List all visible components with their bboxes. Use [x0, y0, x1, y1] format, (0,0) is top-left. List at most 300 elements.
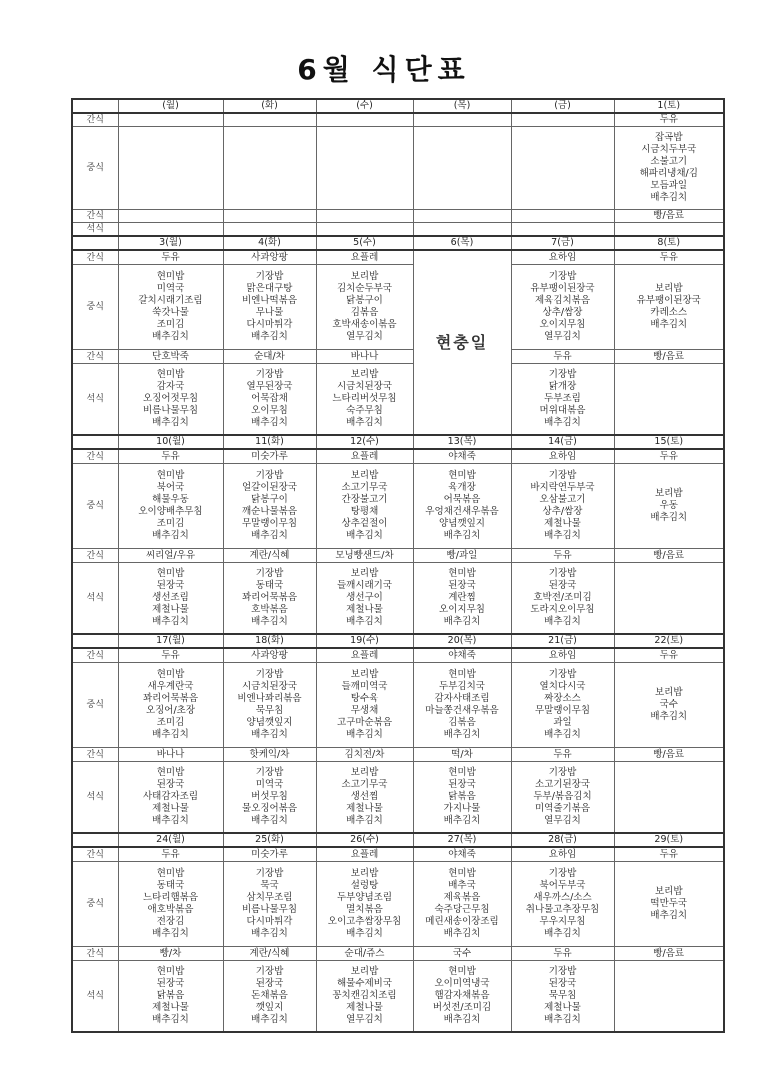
- snack-cell: 두유: [614, 113, 724, 127]
- menu-item: 배추김치: [346, 417, 383, 428]
- menu-item: 해파리냉채/김: [639, 168, 698, 179]
- menu-item: 배추김치: [346, 530, 383, 541]
- dinner-cell: [316, 563, 413, 635]
- dinner-cell: [614, 563, 724, 635]
- row-label-lunch: 중식: [72, 464, 118, 549]
- menu-item: 도라지오이무침: [530, 604, 595, 615]
- row-label-dinner: 석식: [72, 223, 118, 237]
- lunch-cell: [614, 464, 724, 549]
- snack-cell: 미숫가루: [223, 449, 316, 464]
- lunch-cell: [614, 127, 724, 210]
- menu-item: 제철나물: [346, 1002, 383, 1013]
- day-header: 8(토): [614, 236, 724, 250]
- menu-item: 묵국: [260, 880, 279, 891]
- menu-item: 배추김치: [152, 530, 189, 541]
- menu-item: 유부팽이된장국: [530, 283, 595, 294]
- dinner-cell: [511, 762, 614, 834]
- menu-item: 배추김치: [152, 928, 189, 939]
- menu-item: 기장밥: [548, 868, 577, 879]
- menu-item: 보리밥: [654, 886, 683, 897]
- menu-item: 미역국: [156, 283, 185, 294]
- menu-item: 호박새송이볶음: [332, 319, 397, 330]
- lunch-cell: [223, 464, 316, 549]
- day-header: 15(토): [614, 435, 724, 449]
- menu-item: 잡곡밥: [654, 132, 683, 143]
- menu-item: 배추김치: [152, 417, 189, 428]
- menu-item: 된장국: [255, 978, 284, 989]
- menu-item: 배추김치: [152, 729, 189, 740]
- corner-cell: [72, 99, 118, 113]
- snack-cell: 두유: [511, 549, 614, 563]
- menu-item: 배추김치: [346, 616, 383, 627]
- snack-cell: 야채죽: [413, 449, 511, 464]
- snack-cell: 두유: [614, 250, 724, 265]
- menu-item: 무나물: [255, 307, 284, 318]
- row-label-lunch: 중식: [72, 663, 118, 748]
- menu-item: 기장밥: [255, 966, 284, 977]
- menu-item: 맑은대구탕: [246, 283, 293, 294]
- lunch-cell: [316, 127, 413, 210]
- menu-item: 현미밥: [448, 568, 476, 579]
- menu-item: 닭볶음: [448, 791, 476, 802]
- menu-item: 된장국: [156, 580, 185, 591]
- menu-item: 기장밥: [548, 271, 577, 282]
- snack-cell: 요플레: [316, 449, 413, 464]
- menu-item: 배추김치: [251, 815, 288, 826]
- day-header: 1(토): [614, 99, 724, 113]
- row-label-snack: 간식: [72, 648, 118, 663]
- menu-item: 된장국: [448, 580, 476, 591]
- menu-item: 모듬과일: [650, 180, 688, 191]
- corner-cell: [72, 236, 118, 250]
- menu-item: 배추김치: [443, 1014, 481, 1025]
- row-label-snack: 간식: [72, 250, 118, 265]
- day-header: 13(목): [413, 435, 511, 449]
- menu-item: 양념깻잎지: [439, 518, 485, 529]
- menu-item: 두부/볶음김치: [533, 791, 592, 802]
- menu-item: 느타리버섯무침: [332, 393, 397, 404]
- menu-item: 간장불고기: [341, 494, 388, 505]
- menu-item: 배추김치: [544, 729, 581, 740]
- lunch-cell: [413, 464, 511, 549]
- menu-item: 배추김치: [346, 729, 383, 740]
- lunch-cell: [223, 265, 316, 350]
- menu-item: 배추김치: [251, 530, 288, 541]
- menu-item: 메린새송이장조림: [425, 916, 499, 927]
- menu-item: 김치순두부국: [336, 283, 393, 294]
- menu-item: 우동: [659, 500, 678, 511]
- menu-item: 현미밥: [448, 868, 476, 879]
- day-header: (목): [413, 99, 511, 113]
- day-header: 19(수): [316, 634, 413, 648]
- menu-item: 버섯전/조미김: [432, 1002, 492, 1013]
- snack-cell: [511, 210, 614, 223]
- menu-item: 기장밥: [548, 369, 577, 380]
- menu-item: 오이지무침: [539, 319, 586, 330]
- menu-item: 배추김치: [544, 1014, 581, 1025]
- menu-item: 기장밥: [255, 868, 284, 879]
- lunch-cell: [316, 464, 413, 549]
- menu-item: 열무김치: [346, 1014, 383, 1025]
- snack-cell: 빵/음료: [614, 350, 724, 364]
- menu-item: 기장밥: [548, 669, 577, 680]
- snack-cell: 요플레: [316, 250, 413, 265]
- lunch-cell: [223, 663, 316, 748]
- menu-item: 취나물고추장무침: [525, 904, 600, 915]
- snack-cell: 계란/식혜: [223, 549, 316, 563]
- corner-cell: [72, 833, 118, 847]
- menu-item: 조미김: [156, 717, 185, 728]
- menu-item: 삼치무조림: [246, 892, 293, 903]
- menu-item: 무말랭이무침: [534, 705, 591, 716]
- snack-cell: 사과앙팡: [223, 250, 316, 265]
- menu-item: 현미밥: [156, 470, 185, 481]
- menu-item: 묵무침: [548, 990, 577, 1001]
- dinner-cell: [118, 762, 223, 834]
- snack-cell: 바나나: [118, 748, 223, 762]
- menu-item: 오징어젓무침: [142, 393, 199, 404]
- lunch-cell: [223, 862, 316, 947]
- snack-cell: 빵/음료: [614, 748, 724, 762]
- menu-item: 제육김치볶음: [534, 295, 591, 306]
- menu-item: 갈치시래기조림: [138, 295, 203, 306]
- lunch-cell: [511, 265, 614, 350]
- menu-item: 계란찜: [448, 592, 476, 603]
- snack-cell: [413, 210, 511, 223]
- menu-item: 들깨미역국: [341, 681, 388, 692]
- day-header: 21(금): [511, 634, 614, 648]
- snack-cell: 두유: [118, 250, 223, 265]
- menu-item: 묵무침: [255, 705, 284, 716]
- menu-item: 두부김치국: [439, 681, 485, 692]
- row-label-dinner: 석식: [72, 563, 118, 635]
- menu-item: 된장국: [156, 978, 185, 989]
- menu-item: 열무된장국: [246, 381, 293, 392]
- menu-item: 과일: [553, 717, 572, 728]
- menu-item: 기장밥: [255, 369, 284, 380]
- menu-item: 현미밥: [156, 966, 185, 977]
- row-label-dinner: 석식: [72, 364, 118, 436]
- snack-cell: [223, 210, 316, 223]
- menu-item: 미역줄기볶음: [534, 803, 591, 814]
- menu-item: 오이무침: [251, 405, 288, 416]
- dinner-cell: [316, 762, 413, 834]
- menu-item: 배추김치: [251, 417, 288, 428]
- dinner-cell: [413, 563, 511, 635]
- day-header: (금): [511, 99, 614, 113]
- dinner-cell: [223, 961, 316, 1033]
- menu-item: 생선조림: [152, 592, 189, 603]
- menu-item: 된장국: [448, 779, 476, 790]
- menu-item: 해물우동: [152, 494, 189, 505]
- snack-cell: 두유: [614, 648, 724, 663]
- menu-item: 제철나물: [152, 1002, 189, 1013]
- row-label-lunch: 중식: [72, 862, 118, 947]
- menu-item: 두부양념조림: [336, 892, 393, 903]
- snack-cell: 계란/식혜: [223, 947, 316, 961]
- menu-item: 소불고기: [650, 156, 688, 167]
- menu-item: 배추김치: [152, 331, 189, 342]
- row-label-snack: 간식: [72, 549, 118, 563]
- menu-item: 배추김치: [346, 928, 383, 939]
- menu-item: 전장김: [156, 916, 185, 927]
- row-label-snack: 간식: [72, 847, 118, 862]
- menu-item: 현미밥: [156, 271, 185, 282]
- dinner-cell: [223, 223, 316, 237]
- menu-item: 들깨시래기국: [336, 580, 393, 591]
- lunch-cell: [316, 663, 413, 748]
- menu-item: 오징어/초장: [145, 705, 196, 716]
- menu-item: 배추김치: [443, 729, 481, 740]
- menu-item: 깨순나물볶음: [241, 506, 298, 517]
- dinner-cell: [614, 223, 724, 237]
- lunch-cell: [511, 127, 614, 210]
- menu-item: 국수: [659, 699, 678, 710]
- dinner-cell: [118, 364, 223, 436]
- menu-item: 어묵잡채: [251, 393, 288, 404]
- menu-item: 상추/쌈장: [542, 506, 583, 517]
- menu-item: 보리밥: [350, 966, 379, 977]
- lunch-cell: [223, 127, 316, 210]
- menu-item: 탕수육: [350, 693, 379, 704]
- day-header: 10(월): [118, 435, 223, 449]
- menu-item: 배추김치: [152, 1014, 189, 1025]
- menu-item: 현미밥: [156, 767, 185, 778]
- menu-item: 배추김치: [544, 616, 581, 627]
- menu-item: 북어국: [156, 482, 185, 493]
- menu-item: 버섯무침: [251, 791, 288, 802]
- row-label-snack: 간식: [72, 449, 118, 464]
- menu-item: 현미밥: [448, 966, 476, 977]
- menu-item: 열무김치: [544, 331, 581, 342]
- menu-item: 비엔나꽈리볶음: [237, 693, 302, 704]
- menu-item: 짜장소스: [544, 693, 581, 704]
- menu-item: 된장국: [156, 779, 185, 790]
- snack-cell: 빵/과일: [413, 549, 511, 563]
- dinner-cell: [316, 223, 413, 237]
- dinner-cell: [511, 563, 614, 635]
- menu-item: 제철나물: [346, 604, 383, 615]
- menu-item: 새우까스/소스: [533, 892, 592, 903]
- menu-item: 배추김치: [251, 616, 288, 627]
- menu-item: 기장밥: [255, 568, 284, 579]
- lunch-cell: [511, 464, 614, 549]
- row-label-dinner: 석식: [72, 961, 118, 1033]
- row-label-snack: 간식: [72, 210, 118, 223]
- snack-cell: 순대/쥬스: [316, 947, 413, 961]
- menu-item: 현미밥: [448, 669, 476, 680]
- menu-item: 오삼불고기: [539, 494, 586, 505]
- menu-item: 북어두부국: [539, 880, 586, 891]
- menu-item: 기장밥: [255, 271, 284, 282]
- day-header: 28(금): [511, 833, 614, 847]
- menu-item: 양념깻잎지: [246, 717, 293, 728]
- menu-item: 무우지무침: [539, 916, 586, 927]
- snack-cell: 야채죽: [413, 847, 511, 862]
- menu-item: 고구마순볶음: [336, 717, 393, 728]
- menu-item: 배추김치: [346, 815, 383, 826]
- menu-item: 제철나물: [544, 518, 581, 529]
- menu-item: 오이고추쌈장무침: [327, 916, 402, 927]
- menu-item: 얼갈이된장국: [241, 482, 298, 493]
- dinner-cell: [511, 364, 614, 436]
- menu-item: 기장밥: [548, 966, 577, 977]
- menu-item: 생선찜: [350, 791, 379, 802]
- snack-cell: 떡/차: [413, 748, 511, 762]
- menu-item: 닭봉구이: [346, 295, 383, 306]
- menu-item: 우엉채건새우볶음: [425, 506, 499, 517]
- lunch-cell: [118, 265, 223, 350]
- menu-item: 상추/쌈장: [542, 307, 583, 318]
- day-header: 26(수): [316, 833, 413, 847]
- menu-item: 비름나물무침: [142, 405, 199, 416]
- menu-item: 배추김치: [443, 815, 481, 826]
- row-label-snack: 간식: [72, 113, 118, 127]
- dinner-cell: [614, 364, 724, 436]
- lunch-cell: [614, 663, 724, 748]
- lunch-cell: [511, 663, 614, 748]
- menu-item: 현미밥: [448, 470, 476, 481]
- menu-item: 사태감자조림: [142, 791, 199, 802]
- menu-item: 배추김치: [650, 711, 688, 722]
- menu-item: 무생채: [350, 705, 379, 716]
- menu-item: 카레소스: [650, 307, 688, 318]
- lunch-cell: [511, 862, 614, 947]
- menu-item: 유부팽이된장국: [636, 295, 701, 306]
- menu-item: 배추김치: [650, 512, 688, 523]
- lunch-cell: [614, 862, 724, 947]
- menu-item: 다시마튀각: [246, 319, 293, 330]
- menu-item: 미역국: [255, 779, 284, 790]
- menu-item: 배추김치: [251, 729, 288, 740]
- menu-item: 호박전/조미김: [533, 592, 592, 603]
- menu-item: 열무김치: [544, 815, 581, 826]
- menu-item: 꽁치캔김치조림: [332, 990, 397, 1001]
- snack-cell: [223, 113, 316, 127]
- snack-cell: 요하임: [511, 250, 614, 265]
- snack-cell: [118, 113, 223, 127]
- lunch-cell: [118, 862, 223, 947]
- menu-item: 비름나물무침: [241, 904, 298, 915]
- menu-item: 배추김치: [251, 1014, 288, 1025]
- menu-item: 배추김치: [443, 928, 481, 939]
- menu-item: 제철나물: [544, 1002, 581, 1013]
- snack-cell: 요하임: [511, 648, 614, 663]
- menu-item: 가지나물: [443, 803, 481, 814]
- snack-cell: 두유: [118, 449, 223, 464]
- snack-cell: 단호박죽: [118, 350, 223, 364]
- day-header: (월): [118, 99, 223, 113]
- menu-item: 다시마튀각: [246, 916, 293, 927]
- dinner-cell: [223, 762, 316, 834]
- dinner-cell: [614, 762, 724, 834]
- menu-item: 김볶음: [350, 307, 379, 318]
- dinner-cell: [413, 762, 511, 834]
- snack-cell: [511, 113, 614, 127]
- menu-item: 물오징어볶음: [241, 803, 298, 814]
- menu-item: 시금치두부국: [641, 144, 697, 155]
- dinner-cell: [511, 223, 614, 237]
- dinner-cell: [118, 223, 223, 237]
- menu-item: 깻잎지: [255, 1002, 284, 1013]
- menu-item: 배추김치: [650, 319, 688, 330]
- menu-item: 오이미역냉국: [434, 978, 490, 989]
- snack-cell: 빵/음료: [614, 947, 724, 961]
- menu-item: 된장국: [548, 978, 577, 989]
- day-header: 18(화): [223, 634, 316, 648]
- menu-item: 제육볶음: [443, 892, 481, 903]
- menu-item: 쑥갓나물: [152, 307, 189, 318]
- snack-cell: 두유: [511, 748, 614, 762]
- menu-item: 생선구이: [346, 592, 383, 603]
- snack-cell: 사과앙팡: [223, 648, 316, 663]
- dinner-cell: [118, 563, 223, 635]
- menu-item: 두부조림: [544, 393, 581, 404]
- day-header: 5(수): [316, 236, 413, 250]
- day-header: 12(수): [316, 435, 413, 449]
- day-header: 20(목): [413, 634, 511, 648]
- menu-item: 제철나물: [346, 803, 383, 814]
- menu-item: 어묵볶음: [443, 494, 481, 505]
- row-label-lunch: 중식: [72, 127, 118, 210]
- menu-item: 배추김치: [251, 928, 288, 939]
- menu-item: 멸치볶음: [346, 904, 383, 915]
- menu-item: 햄감자채볶음: [434, 990, 490, 1001]
- day-header: 4(화): [223, 236, 316, 250]
- menu-item: 숙주당근무침: [434, 904, 490, 915]
- snack-cell: 두유: [614, 449, 724, 464]
- row-label-snack: 간식: [72, 350, 118, 364]
- menu-item: 기장밥: [255, 767, 284, 778]
- menu-item: 기장밥: [548, 767, 577, 778]
- menu-item: 보리밥: [350, 271, 379, 282]
- lunch-cell: [316, 862, 413, 947]
- day-header: (수): [316, 99, 413, 113]
- menu-item: 조미김: [156, 319, 185, 330]
- snack-cell: [118, 210, 223, 223]
- menu-item: 열무김치: [346, 331, 383, 342]
- menu-item: 보리밥: [350, 470, 379, 481]
- snack-cell: 두유: [511, 350, 614, 364]
- menu-item: 현미밥: [156, 669, 185, 680]
- menu-item: 배추김치: [152, 616, 189, 627]
- menu-item: 배추김치: [544, 530, 581, 541]
- snack-cell: 요플레: [316, 847, 413, 862]
- row-label-lunch: 중식: [72, 265, 118, 350]
- dinner-cell: [511, 961, 614, 1033]
- day-header: 7(금): [511, 236, 614, 250]
- menu-item: 느타리햄볶음: [142, 892, 199, 903]
- day-header: 27(목): [413, 833, 511, 847]
- menu-item: 조미김: [156, 518, 185, 529]
- menu-item: 닭볶음: [156, 990, 185, 1001]
- row-label-snack: 간식: [72, 748, 118, 762]
- menu-item: 닭개장: [548, 381, 577, 392]
- snack-cell: 바나나: [316, 350, 413, 364]
- menu-item: 배추김치: [650, 192, 688, 203]
- dinner-cell: [316, 364, 413, 436]
- menu-item: 상추겉절이: [341, 518, 388, 529]
- menu-item: 해물수제비국: [336, 978, 393, 989]
- menu-item: 애호박볶음: [147, 904, 194, 915]
- snack-cell: 요하임: [511, 449, 614, 464]
- day-header: 14(금): [511, 435, 614, 449]
- menu-item: 보리밥: [350, 369, 379, 380]
- snack-cell: 순대/차: [223, 350, 316, 364]
- snack-cell: 두유: [118, 847, 223, 862]
- menu-item: 현미밥: [156, 568, 185, 579]
- snack-cell: [316, 210, 413, 223]
